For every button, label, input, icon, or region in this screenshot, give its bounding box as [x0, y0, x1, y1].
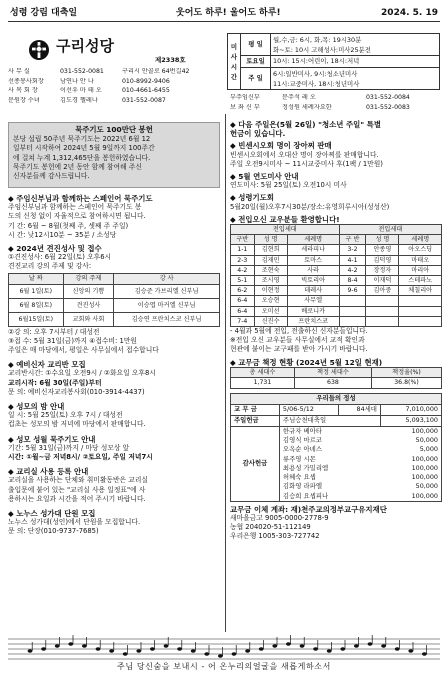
music-note	[41, 647, 46, 650]
music-note	[136, 649, 141, 652]
newcomer-row: 6-2 이현정 데레사 9-6 김아중 체칠리아	[231, 286, 442, 296]
music-note	[68, 642, 73, 645]
music-note	[218, 654, 223, 657]
thanks-row: 한규자 베아타 100,000	[282, 427, 438, 436]
prayer-meeting-section: ◆ 성령기도회 5월20일(월)오후7시30분/장소:유영희루시아(성성산)	[230, 193, 390, 211]
music-note	[368, 642, 373, 645]
newcomer-row: 2-3 김재민 토마스 4-1 김덕영 마태오	[231, 255, 442, 265]
priest-list: 부주임신부 문주석 레 오 031-552-0084 보 좌 신 부 정성원 세례자요한 031-552-0083	[230, 94, 410, 111]
thanks-row: 김영식 마르코 50,000	[282, 436, 438, 445]
newcomer-row: 5-1 조시영 빅토리아 8-4 이재덕 스테파노	[231, 276, 442, 286]
music-note	[245, 649, 250, 652]
thanks-row: 허혜숙 요셉 100,000	[282, 473, 438, 482]
newcomer-row: 6-4 오승현 사무엘	[231, 296, 442, 306]
issue-number: 제2338호	[155, 56, 186, 64]
music-note	[232, 652, 237, 655]
tithe-status-section: ◆ 교무금 책정 현황 (2024년 5월 12일 현재) 총 세대수 책정 세대수 책정율(%) 1,731 638 36.8(%)	[230, 358, 442, 389]
music-note	[422, 652, 427, 655]
contact-row: 분원장 수녀 김도경 헬레나 031-552-0087	[8, 97, 166, 105]
logo-block	[28, 37, 208, 67]
thanks-row: 류주영 시몬 100,000	[282, 454, 438, 463]
music-note	[408, 649, 413, 652]
thanks-offering-list	[280, 427, 441, 501]
rosary-notice-title: 묵주기도 100만단 봉헌	[75, 125, 153, 134]
choir-recruit-section: ◆ 노누스 성가대 단원 모집 노누스 성가대(성인)에서 단원을 모집합니다. 문 의: 단장(010-9737-7685)	[8, 509, 141, 536]
music-note	[340, 647, 345, 650]
church-logo-icon	[28, 39, 50, 61]
music-note	[96, 647, 101, 650]
sunday-mass-times: 6시:일반미사, 9시:청소년미사 11시:교중미사, 18시:청년미사	[271, 68, 440, 90]
music-note	[191, 649, 196, 652]
catechumen-section: ◆ 예비신자 교리반 모집 교리반시간: ①수요일 오전9시 / ②화요일 오후8시 교리시작: 6월 30일(주일)부터 문 의: 예비신자교리봉사회(010-3914-4437)	[8, 360, 156, 396]
music-note	[204, 652, 209, 655]
contact-row: 사 목 회 장 이선우 마 태 오 010-4661-6455	[8, 87, 170, 95]
classroom-registration-section: ◆ 교리실 사용 등록 안내 교리실을 사용하는 단체와 취미활동반은 교리실 출입문에 붙어 있는 "교리실 사용 일정표"에 사 용하시는 요일과 시간을 적어 주시기 바랍니다.	[8, 467, 148, 503]
music-note	[28, 649, 33, 652]
motto: 웃어도 하루! 울어도 하루!	[176, 8, 281, 18]
confirmation-lecture-table: 날 짜 강의 주제 강 사 6월 1일(토) 신앙의 기쁨 김승준 가브리엘 신부님 6월 8일(토) 견진성사 이승엽 마커엘 신부님 6월15일(토) 교회와 사회 김승연 프란치스코 신부님	[8, 273, 220, 327]
left-column	[8, 122, 220, 537]
newcomer-row: 6-4 오미선 베로니카	[231, 306, 442, 316]
music-note	[354, 644, 359, 647]
right-column	[230, 120, 442, 542]
thanks-row: 최용성 가밀리엠 100,000	[282, 463, 438, 472]
newcomer-row: 7-4 신진수 프란치스코	[231, 316, 442, 326]
music-note	[164, 644, 169, 647]
contact-row: 사 무 실 031-552-0081 구리시 안골로 64번길42	[8, 68, 190, 75]
offering-table: 우리들의 정성 교 무 금 5/06-5/12 84세대 7,010,000 주일헌금 주님승천대축일 5,093,100 감사헌금 한규자 베아타 100,000 김영식 마르코 50,000 오옥순 아녜스 5,000 류주영 시몬 100,000 최용성 가밀리엠 100,000 허혜숙 요셉 100,000 김화영 라파엘 50,000 김승희 요셉피나 100,000	[230, 393, 442, 502]
newcomers-table: 전입세대 전입세대 구반 성 명 세례명 구 반 성 명 세례명 1-1 김현희 세라피나 3-2 안종영 아오스딩 2-3 김재민 토마스 4-1 김덕영 마태오 4-2 조현숙 사라 4-2 장정자 마리아 5-1 조시영 빅토리아 8-4 이재덕 스테파노 6-2 이현정 데레사 9-6 김아중 체칠리아 6-4 오승현 사무엘 6-4 오미선 베로니카 7-4 신진수 프란치스코	[230, 224, 442, 327]
feast-title: 성령 강림 대축일	[10, 8, 78, 18]
saturday-mass-times: 10시: 15시:어린이, 18시:저녁	[271, 56, 440, 68]
thanks-row: 오옥순 아녜스 5,000	[282, 445, 438, 454]
newcomer-row: 4-2 조현숙 사라 4-2 장정자 마리아	[231, 265, 442, 275]
music-note	[395, 647, 400, 650]
parish-name: 구리성당	[56, 37, 114, 55]
top-header	[8, 6, 440, 22]
newcomers-section: ◆ 전입오신 교우분들 환영합니다! 전입세대 전입세대 구반 성 명 세례명 구 반 성 명 세례명 1-1 김현희 세라피나 3-2 안종영 아오스딩 2-3 김재민 토마스 4-1 김덕영 마태오 4-2 조현숙 사라 4-2 장정자 마리아 5-1 조시영 빅토리아 8-4 이재덕 스테파노 6-2 이현정 데레사 9-6 김아중 체칠리아 6-4 오승현 사무엘 6-4 오미선 베로니카 7-4 신진수 프란치스코 - 4월과 5월에 전입, 전출하신 신자분들입니다. ※전입 오신 교우분들 사무실에서 교적 확인과 현관에 붙이는 교구패를 받아 가시기 바랍니다.	[230, 215, 442, 355]
music-note	[82, 644, 87, 647]
music-note	[123, 652, 128, 655]
memorial-mass-section: ◆ 5월 연도미사 안내 연도미사: 5월 25일(토) 오전10시 미사	[230, 172, 347, 190]
spanish-rosary-section: ◆ 주임신부님과 함께하는 스페인어 묵주기도 주임신부님과 함께하는 스페인어 묵주기도 봉 도의 신청 없이 자율적으로 참여하시면 됩니다. 기 간: 6월 ~ 8월(첫째 주, 셋째 주 주일) 시 간: 낮12시10분 ~ 35분 / 소성당	[8, 194, 153, 239]
contact-row: 선종봉사회장 남연나 안 나 010-8992-9406	[8, 77, 170, 85]
music-note	[300, 644, 305, 647]
music-note	[55, 644, 60, 647]
music-note	[313, 647, 318, 650]
music-note	[327, 649, 332, 652]
confirmation-section: ◆ 2024년 견진성사 및 접수 ①견진성사: 6월 22일(토) 오후6시 견진교리 강의 주제 및 강사: 날 짜 강의 주제 강 사 6월 1일(토) 신앙의 기쁨 김승준 가브리엘 신부님 6월 8일(토) 견진성사 이승엽 마커엘 신부님 6월15일(토) 교회와 사회 김승연 프란치스코 신부님 ②강 의: 오후 7시부터 / 대성전 ③접 수: 5월 31일(금)까지 ④접수비: 1만원 주일은 매 마당에서, 평일은 사무실에서 접수합니다	[8, 244, 220, 355]
music-note	[381, 644, 386, 647]
youth-sunday-section: ◆ 다음 주일은(5월 26일) "청소년 주일" 특별 헌금이 있습니다.	[230, 120, 381, 139]
music-note	[109, 649, 114, 652]
mass-schedule-table: 미 사 시 간 평 일 월,수,금: 6시, 화,목: 19시30분 화~토: 10시 고해성사:미사25분전 토요일 10시: 15시:어린이, 18시:저녁 주 일 6시:일반미사, 9시:청소년미사 11시:교중미사, 18시:청년미사	[227, 33, 440, 90]
weekday-mass-times: 월,수,금: 6시, 화,목: 19시30분 화~토: 10시 고해성사:미사25분전	[271, 34, 440, 56]
music-note	[177, 647, 182, 650]
rosary-notice-box: 묵주기도 100만단 봉헌 본당 설립 50주년 묵주기도는 2022년 6월 12 일부터 시작하여 2024년 5월 9일까지 100주간 에 걸쳐 누계 1,312,465단을 봉헌하였습니다. 묵주기도 봉헌에 2년 동안 함께 참여해 주신 신자분들께 감사드립니다.	[8, 122, 220, 188]
column-divider	[225, 114, 226, 632]
bulletin-date: 2024. 5. 19	[381, 8, 438, 18]
account-section: 교무금 이체 계좌: 재)천주교의정부교구유지재단 새마을금고 9005-0000-2778-9 농협 204020-51-112149 우리은행 1005-303-727742	[230, 504, 387, 541]
music-staff	[8, 634, 440, 664]
thanks-row: 김승희 요셉피나 100,000	[282, 491, 438, 500]
hymn-lyric: 주님 당신숨을 보내시 - 어 온누리의얼굴을 새롭게하소서	[117, 662, 331, 671]
tithe-status-table: 총 세대수 책정 세대수 책정율(%) 1,731 638 36.8(%)	[230, 367, 442, 389]
mass-side-label: 미 사 시 간	[228, 34, 241, 90]
thanks-row: 김화영 라파엘 50,000	[282, 482, 438, 491]
music-note	[259, 647, 264, 650]
contact-list	[8, 68, 218, 107]
music-note	[286, 642, 291, 645]
marian-night-section: ◆ 성모의 밤 안내 일 시: 5월 25일(토) 오후 7시 / 대성전 컵초는 성모의 밤 저녁에 마당에서 판매합니다.	[8, 402, 146, 429]
music-note	[272, 644, 277, 647]
pickle-sale-section: ◆ 빈센시오회 명이 장아찌 판매 빈센시오회에서 오대산 명이 장아찌를 판매합니다. 주일 오전9시미사 ~ 11시교중미사 후(1팩 / 1만원)	[230, 141, 383, 168]
music-note	[150, 647, 155, 650]
newcomer-row: 1-1 김현희 세라피나 3-2 안종영 아오스딩	[231, 245, 442, 255]
may-rosary-section: ◆ 성모 성월 묵주기도 안내 기간: 5월 31일(금)까지 / 마당 성모상 앞 시간: ①월~금 저녁8시/ ②토요일, 주일 저녁7시	[8, 434, 153, 462]
